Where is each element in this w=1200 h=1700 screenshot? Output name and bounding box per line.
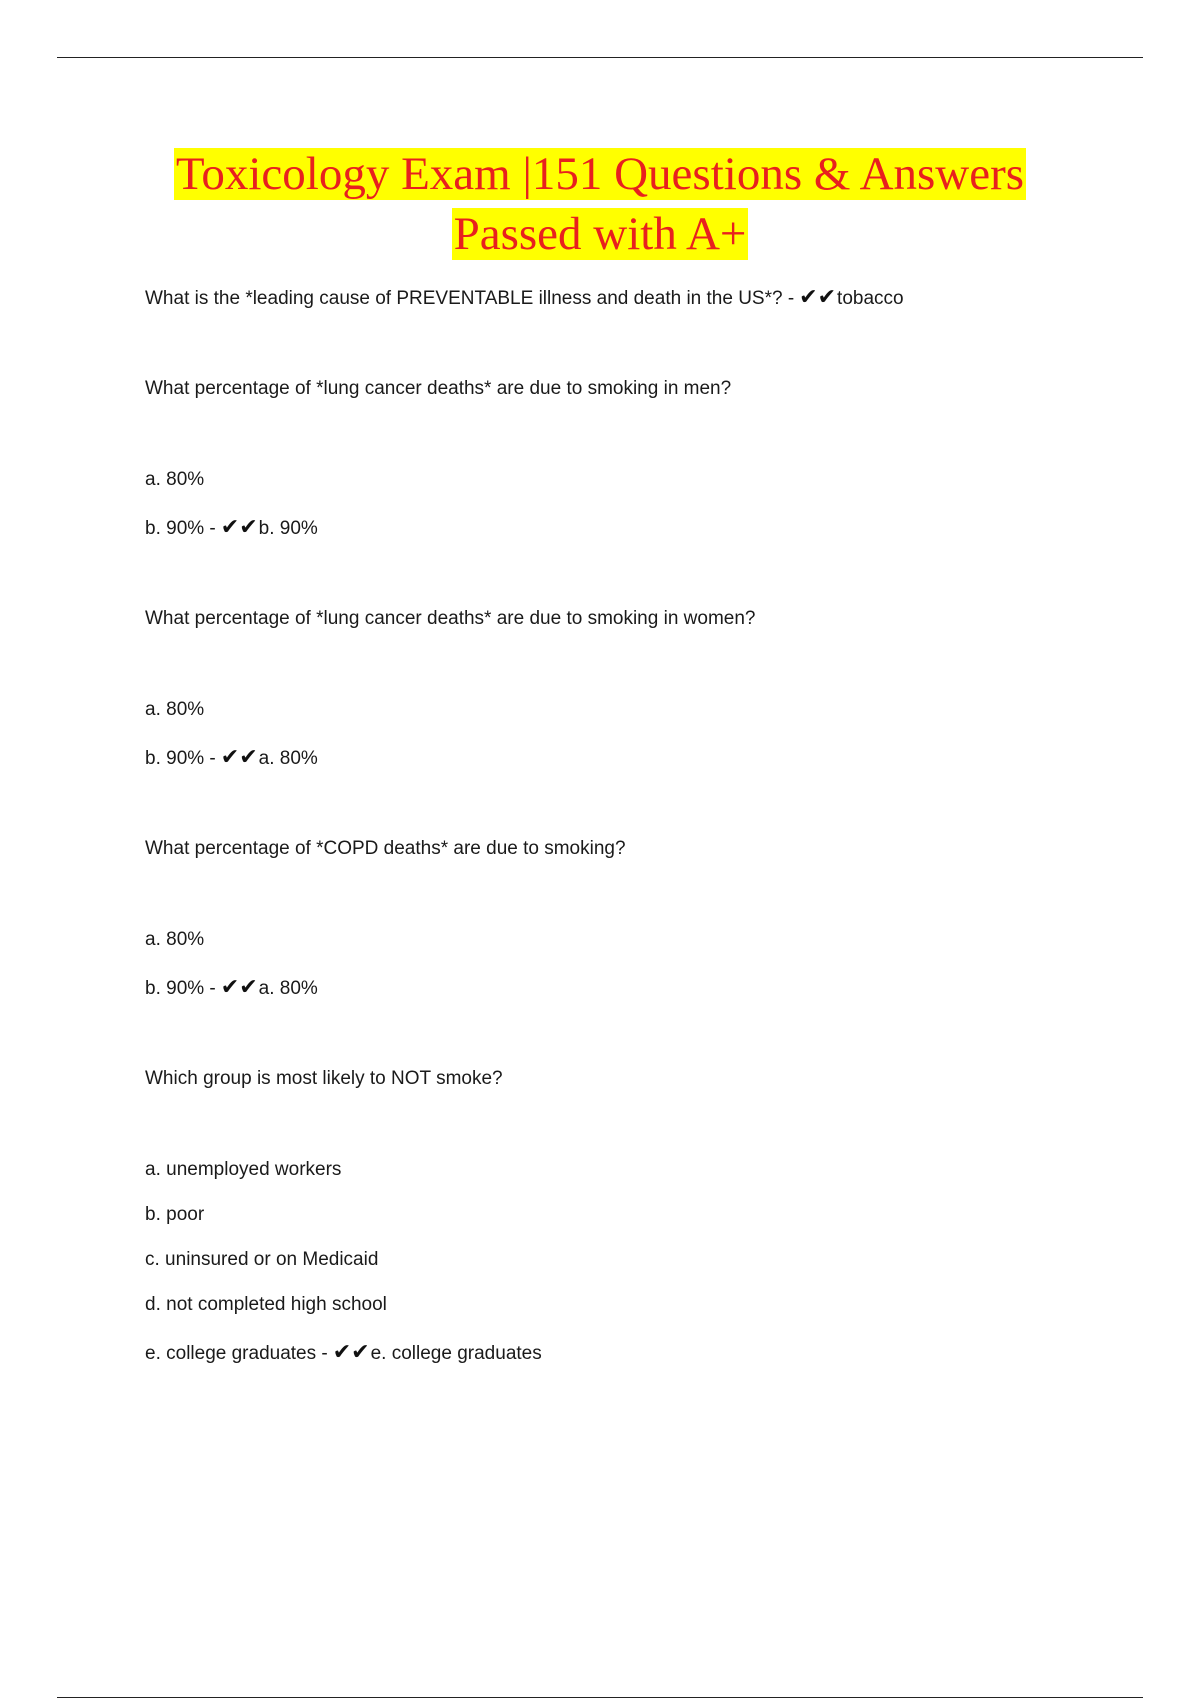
question-5-option-b: b. poor <box>145 1204 205 1225</box>
question-3-option-a: a. 80% <box>145 699 205 720</box>
title-line-1: Toxicology Exam |151 Questions & Answers <box>175 148 1025 200</box>
question-5-option-d: d. not completed high school <box>145 1294 387 1315</box>
question-3-option-b <box>145 746 318 771</box>
bottom-rule <box>57 1697 1143 1698</box>
question-5-option-a: a. unemployed workers <box>145 1159 342 1180</box>
question-2-answer: b. 90% <box>258 518 318 539</box>
option-b-label: b. 90% - <box>145 748 216 769</box>
question-5-text: Which group is most likely to NOT smoke? <box>145 1068 503 1089</box>
question-4-option-a: a. 80% <box>145 929 205 950</box>
question-2-text: What percentage of *lung cancer deaths* are due to smoking in men? <box>145 378 732 399</box>
question-5-option-e <box>145 1341 542 1366</box>
double-check-icon: ✔✔ <box>220 745 258 770</box>
question-5-option-c: c. uninsured or on Medicaid <box>145 1249 379 1270</box>
double-check-icon: ✔✔ <box>799 285 837 310</box>
double-check-icon: ✔✔ <box>332 1340 370 1365</box>
double-check-icon: ✔✔ <box>220 515 258 540</box>
document-title <box>0 144 1200 264</box>
option-e-label: e. college graduates - <box>145 1343 328 1364</box>
question-5-answer: e. college graduates <box>370 1343 542 1364</box>
question-4-answer: a. 80% <box>258 978 318 999</box>
double-check-icon: ✔✔ <box>220 975 258 1000</box>
question-1 <box>145 286 904 311</box>
question-1-answer: tobacco <box>837 288 904 309</box>
title-line-2: Passed with A+ <box>453 208 747 260</box>
option-b-label: b. 90% - <box>145 978 216 999</box>
top-rule <box>57 57 1143 58</box>
question-2-option-b <box>145 516 318 541</box>
question-3-text: What percentage of *lung cancer deaths* are due to smoking in women? <box>145 608 756 629</box>
option-b-label: b. 90% - <box>145 518 216 539</box>
question-4-text: What percentage of *COPD deaths* are due to smoking? <box>145 838 626 859</box>
question-1-text: What is the *leading cause of PREVENTABLE illness and death in the US*? - <box>145 288 795 309</box>
question-2-option-a: a. 80% <box>145 469 205 490</box>
question-4-option-b <box>145 976 318 1001</box>
question-3-answer: a. 80% <box>258 748 318 769</box>
